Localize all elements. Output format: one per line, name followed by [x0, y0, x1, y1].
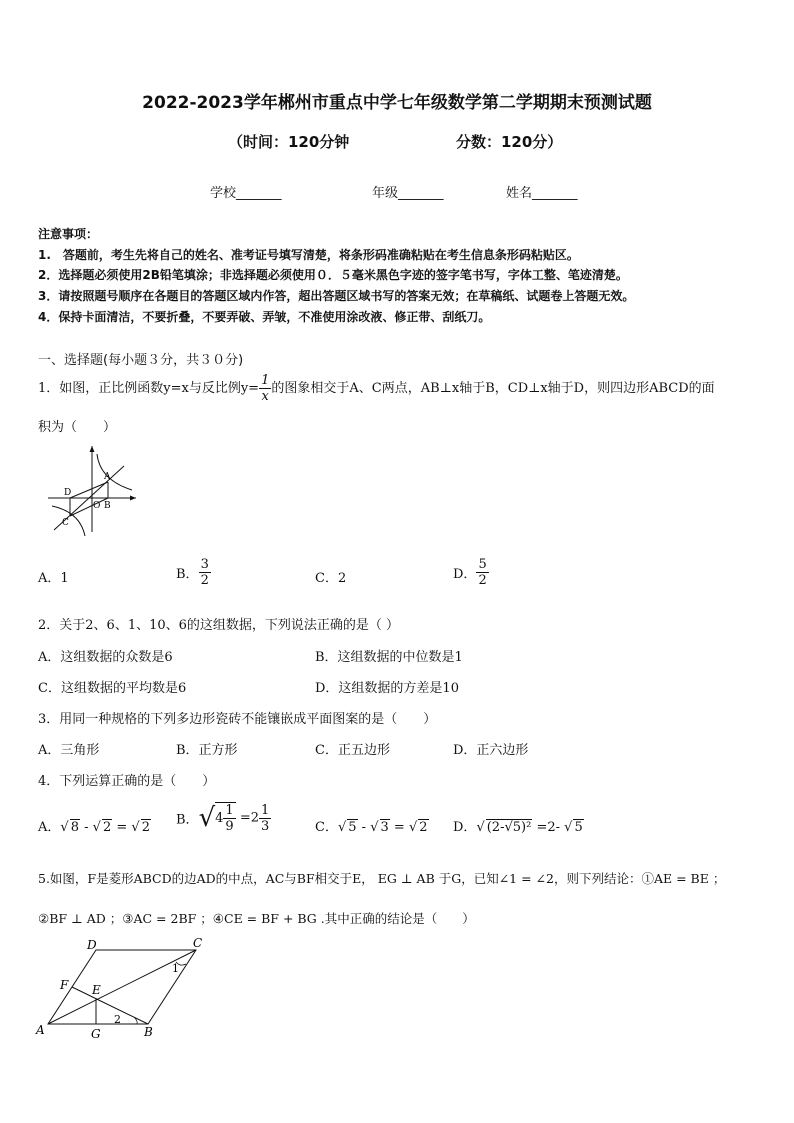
q1-option-b-num: 3	[200, 557, 209, 572]
q1-option-d-label: D．	[453, 567, 477, 582]
q4-option-a-minus: -	[79, 820, 93, 835]
note-item-4: 4．保持卡面清洁，不要折叠，不要弄破、弄皱，不准使用涂改液、修正带、刮纸刀。	[38, 310, 491, 324]
exam-score: 分数：120分）	[456, 133, 563, 151]
q1-option-b-den: 2	[200, 573, 209, 588]
q1-option-b-label: B．	[176, 567, 199, 582]
q4-option-c-rad3: 2	[419, 820, 428, 835]
q1-y-arrow	[90, 446, 95, 452]
q1-frac-num: 1	[261, 373, 270, 388]
q1-label-a: A	[104, 472, 111, 482]
q3-option-b: B．正方形	[176, 743, 238, 758]
q5-label-a: A	[36, 1023, 45, 1037]
q4-option-c-eq: =	[389, 820, 409, 835]
name-field: 姓名_______	[506, 186, 578, 201]
q2-option-b: B．这组数据的中位数是1	[315, 650, 463, 665]
q4-option-b-num: 1	[225, 803, 234, 818]
q1-segment-cb	[70, 498, 108, 516]
q1-option-d-den: 2	[478, 573, 487, 588]
q5-line2: ②BF ⊥ AD ；③AC = 2BF ；④CE = BF + BG .其中正确的结论是（ ）	[38, 911, 475, 926]
q4-option-a: A．√ 8 - √ 2 = √ 2	[38, 820, 150, 835]
q1-option-b-frac	[199, 557, 211, 588]
q4-option-d: D．√ (2-√5)² =2- √ 5	[453, 820, 583, 835]
section-heading: 一、选择题(每小题３分，共３０分)	[38, 353, 244, 368]
q1-figure	[40, 440, 140, 536]
q5-label-b: B	[144, 1025, 153, 1039]
q1-option-a: A．1	[38, 571, 69, 586]
q5-label-c: C	[193, 936, 203, 950]
note-item-1: 1. 答题前，考生先将自己的姓名、准考证号填写清楚，将条形码准确粘贴在考生信息条形码粘贴区。	[38, 248, 579, 262]
q4-option-d-eq: =2-	[532, 820, 565, 835]
exam-time: （时间：120分钟	[228, 133, 350, 151]
q2-option-c: C．这组数据的平均数是6	[38, 681, 187, 696]
q4-option-b-frac	[223, 803, 235, 834]
grade-field: 年级_______	[372, 186, 444, 201]
q1-label-o: O	[93, 501, 101, 511]
exam-title: 2022-2023学年郴州市重点中学七年级数学第二学期期末预测试题	[142, 93, 652, 113]
q4-option-b-eq: =2	[235, 810, 259, 826]
q1-option-d-frac	[476, 557, 488, 588]
q4-option-c-rad2: 3	[380, 820, 389, 835]
note-item-3: 3．请按照题号顺序在各题目的答题区域内作答，超出答题区域书写的答案无效；在草稿纸、试题卷上答题无效。	[38, 289, 635, 303]
q4-option-b-den: 9	[225, 819, 234, 834]
q4-option-d-rad: 5	[574, 820, 583, 835]
q4-option-c-rad1: 5	[348, 820, 357, 835]
q4-option-b-radicand	[215, 802, 236, 834]
q3-option-d: D．正六边形	[453, 743, 529, 758]
q1-stem	[38, 372, 715, 406]
q4-option-b: B．√4 $\frac{1}{9}$ =2 $\frac{1}{3}$	[176, 802, 270, 834]
q2-option-d: D．这组数据的方差是10	[315, 681, 459, 696]
q4-option-d-label: D．	[453, 820, 477, 835]
q1-label-c: C	[62, 518, 69, 528]
q5-figure	[34, 934, 214, 1044]
q2-stem: 2．关于2、6、1、10、6的这组数据，下列说法正确的是（ ）	[38, 618, 400, 633]
q1-part1: 1．如图，正比例函数y=x与反比例y=	[38, 381, 260, 396]
q3-option-c: C．正五边形	[315, 743, 390, 758]
q3-option-a: A．三角形	[38, 743, 100, 758]
q4-option-b-frac2	[259, 803, 271, 834]
q4-option-a-eq: =	[112, 820, 132, 835]
school-field: 学校_______	[210, 186, 282, 201]
q5-label-angle-2: 2	[114, 1013, 121, 1026]
q1-option-d	[453, 557, 489, 588]
q4-option-a-rad2: 2	[102, 820, 112, 835]
q4-option-d-radicand: (2-√5)²	[486, 820, 532, 835]
q4-option-b-den2: 3	[261, 818, 270, 834]
q5-label-e: E	[92, 983, 101, 997]
q4-option-a-rad3: 2	[141, 820, 150, 835]
q5-label-d: D	[87, 938, 97, 952]
q1-part2: 的图象相交于A、C两点，AB⊥x轴于B，CD⊥x轴于D，则四边形ABCD的面	[271, 381, 715, 396]
q5-label-f: F	[60, 978, 69, 992]
notes-heading: 注意事项：	[38, 227, 99, 241]
q5-label-angle-1: 1	[172, 962, 179, 975]
q4-option-c-label: C．	[315, 820, 338, 835]
q1-option-c: C．2	[315, 571, 347, 586]
q3-stem: 3．用同一种规格的下列多边形瓷砖不能镶嵌成平面图案的是（ ）	[38, 712, 437, 727]
q1-frac-den: x	[261, 389, 269, 404]
q4-option-a-rad1: 8	[70, 820, 79, 835]
q1-option-d-num: 5	[478, 557, 487, 572]
q1-x-arrow	[130, 496, 136, 501]
q1-segment-da	[70, 482, 108, 498]
q4-option-b-whole: 4	[215, 811, 224, 826]
q1-fraction	[259, 373, 271, 404]
q4-stem: 4．下列运算正确的是（ ）	[38, 774, 216, 789]
q1-label-b: B	[104, 501, 111, 511]
q4-option-c-minus: -	[357, 820, 371, 835]
q1-label-d: D	[64, 488, 72, 498]
note-item-2: 2．选择题必须使用2B铅笔填涂；非选择题必须使用０．５毫米黑色字迹的签字笔书写，字体工整、笔迹清楚。	[38, 268, 628, 282]
q1-option-b	[176, 557, 211, 588]
q4-option-c: C．√ 5 - √ 3 = √ 2	[315, 820, 428, 835]
q2-option-a: A．这组数据的众数是6	[38, 650, 173, 665]
q5-line1: 5.如图，F是菱形ABCD的边AD的中点，AC与BF相交于E， EG ⊥ AB 于G，已知∠1 = ∠2，则下列结论：①AE = BE ；	[38, 871, 726, 886]
q1-line2: 积为（ ）	[38, 420, 117, 435]
q4-option-b-label: B．	[176, 812, 199, 828]
q5-label-g: G	[91, 1027, 101, 1041]
q4-option-b-num2: 1	[261, 802, 270, 818]
q4-option-a-label: A．	[38, 820, 61, 835]
